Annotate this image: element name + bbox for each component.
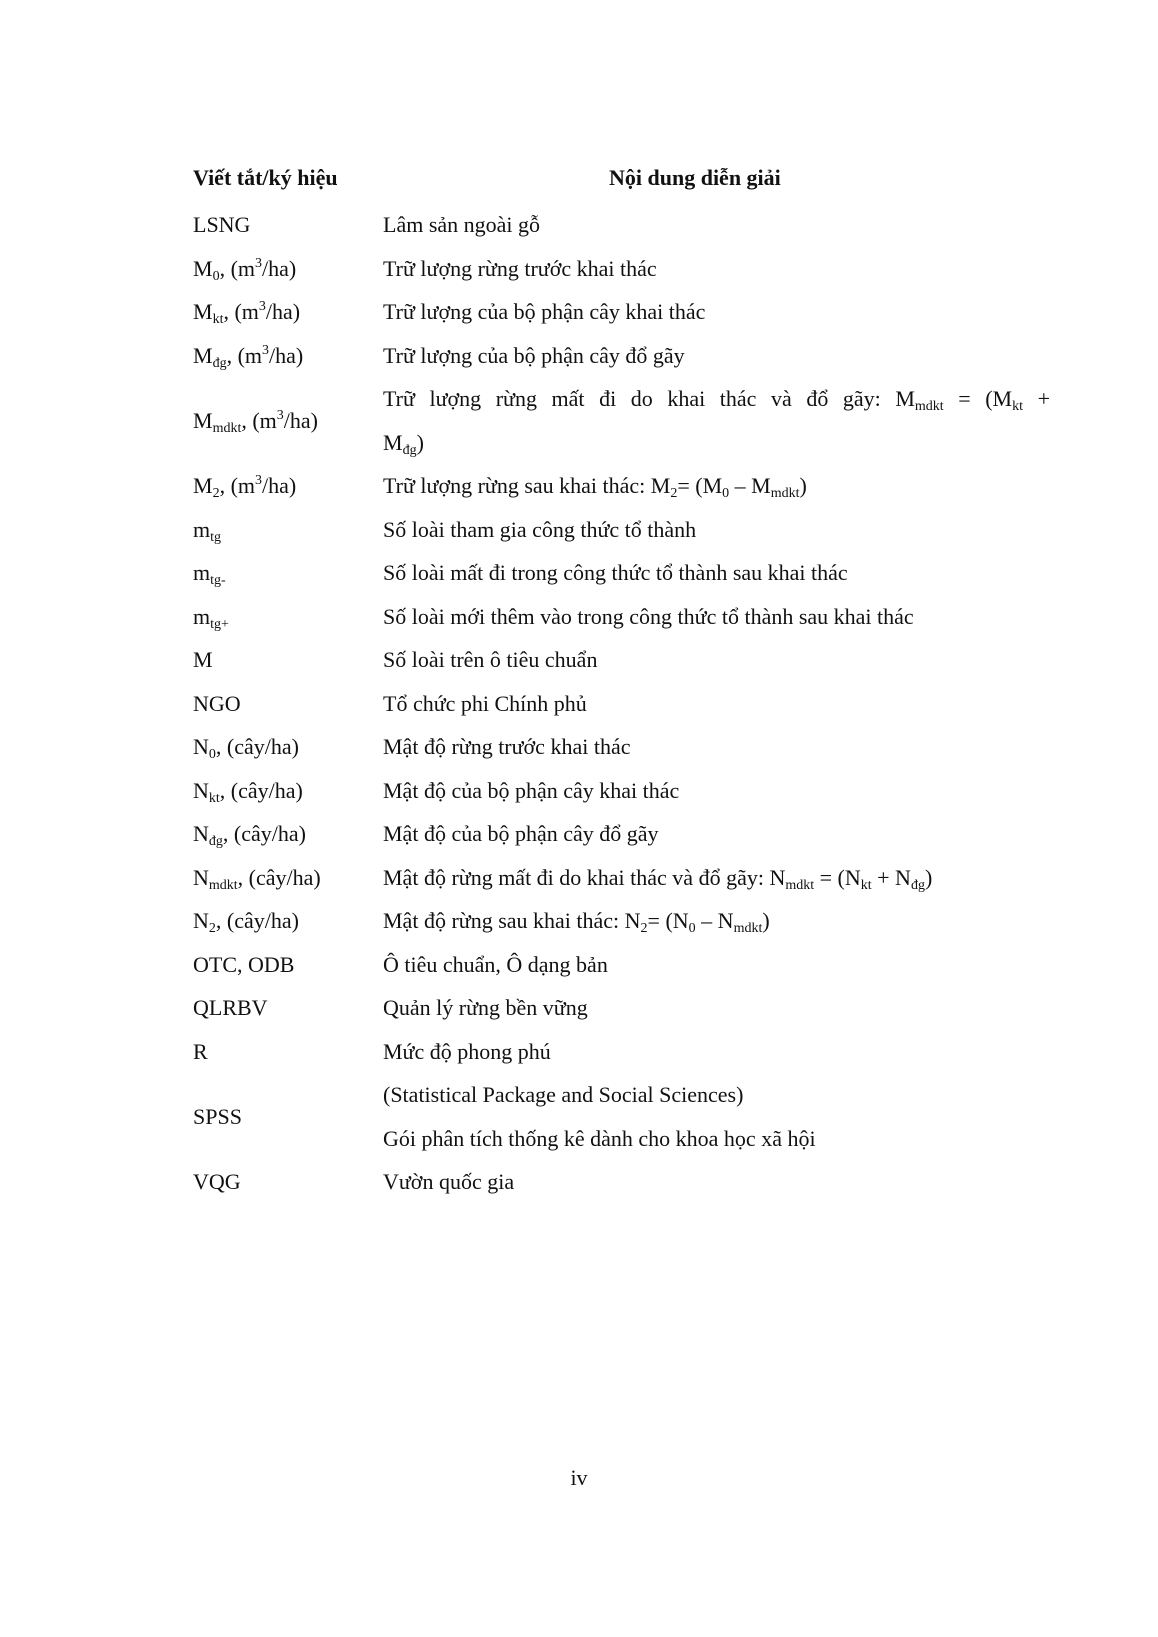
table-row bbox=[0, 1160, 1158, 1204]
row-description: Trữ lượng rừng trước khai thác bbox=[383, 255, 657, 281]
row-description: Mật độ rừng sau khai thác: $N_2= (N_0 - N_{mdkt})$ bbox=[383, 908, 770, 936]
row-description: Trữ lượng của bộ phận cây đổ gãy bbox=[383, 342, 685, 368]
row-abbreviation: OTC, ODB bbox=[193, 951, 295, 977]
row-description bbox=[383, 1073, 1050, 1160]
row-description: Trữ lượng của bộ phận cây khai thác bbox=[383, 299, 706, 324]
page-number: iv bbox=[570, 1465, 588, 1490]
table-row bbox=[0, 203, 1158, 247]
row-abbreviation: $M_0$, $(m^3/ha)$ bbox=[193, 255, 297, 284]
row-abbreviation: $M_{mdkt}$, $(m^3/ha)$ bbox=[193, 408, 318, 436]
description-line: Gói phân tích thống kê dành cho khoa học xã hội bbox=[383, 1125, 816, 1151]
table-row bbox=[0, 725, 1158, 769]
row-abbreviation: M bbox=[193, 647, 213, 672]
table-row bbox=[0, 595, 1158, 639]
row-abbreviation: $m_{tg}$ bbox=[193, 516, 222, 545]
row-abbreviation: $N_2$, (cây/ha) bbox=[193, 908, 299, 936]
table-row bbox=[0, 769, 1158, 813]
table-row bbox=[0, 812, 1158, 856]
row-description bbox=[383, 377, 1050, 464]
row-abbreviation: $N_{kt}$, (cây/ha) bbox=[193, 777, 303, 806]
row-description: Trữ lượng rừng sau khai thác: $M_2= (M_0 - M_{mdkt})$ bbox=[383, 473, 807, 501]
header-description: Nội dung diễn giải bbox=[609, 165, 781, 190]
row-abbreviation: $N_{đg}$, (cây/ha) bbox=[193, 821, 306, 849]
row-abbreviation: $N_{mdkt}$, (cây/ha) bbox=[193, 864, 321, 893]
row-abbreviation: QLRBV bbox=[193, 995, 268, 1020]
row-description: Mật độ của bộ phận cây khai thác bbox=[383, 777, 680, 803]
row-description: Số loài trên ô tiêu chuẩn bbox=[383, 647, 598, 672]
row-description: Số loài tham gia công thức tổ thành bbox=[383, 516, 697, 542]
table-row bbox=[0, 943, 1158, 987]
row-abbreviation: $M_{kt}$, $(m^3/ha)$ bbox=[193, 299, 301, 327]
row-abbreviation: R bbox=[193, 1038, 208, 1064]
row-abbreviation: SPSS bbox=[193, 1104, 242, 1129]
row-description: Mức độ phong phú bbox=[383, 1038, 551, 1064]
table-row bbox=[0, 290, 1158, 334]
row-description: Mật độ rừng trước khai thác bbox=[383, 734, 631, 759]
table-row bbox=[0, 551, 1158, 595]
description-line: (Statistical Package and Social Sciences) bbox=[383, 1082, 744, 1107]
row-abbreviation: VQG bbox=[193, 1169, 241, 1194]
table-header bbox=[0, 158, 1158, 198]
header-abbreviation: Viết tắt/ký hiệu bbox=[193, 165, 338, 190]
table-row bbox=[0, 986, 1158, 1030]
row-description: Số loài mất đi trong công thức tổ thành sau khai thác bbox=[383, 560, 848, 585]
table-row bbox=[0, 334, 1158, 378]
row-description: Vườn quốc gia bbox=[383, 1169, 515, 1194]
abbreviation-list bbox=[0, 203, 1158, 1204]
row-description: Tổ chức phi Chính phủ bbox=[383, 690, 587, 716]
row-abbreviation: LSNG bbox=[193, 212, 251, 237]
table-row bbox=[0, 1073, 1158, 1160]
table-row bbox=[0, 508, 1158, 552]
row-description: Mật độ rừng mất đi do khai thác và đổ gãy: $N_{mdkt} = (N_{kt} + N_{đg})$ bbox=[383, 864, 933, 893]
row-abbreviation: $m_{tg-}$ bbox=[193, 560, 226, 588]
row-abbreviation: $M_{đg}$, $(m^3/ha)$ bbox=[193, 342, 304, 371]
table-row bbox=[0, 899, 1158, 943]
row-abbreviation: $N_0$, (cây/ha) bbox=[193, 734, 299, 762]
table-row bbox=[0, 682, 1158, 726]
table-row bbox=[0, 247, 1158, 291]
row-abbreviation: $m_{tg+}$ bbox=[193, 603, 229, 632]
row-description: Số loài mới thêm vào trong công thức tổ thành sau khai thác bbox=[383, 603, 914, 629]
table-row bbox=[0, 638, 1158, 682]
table-row bbox=[0, 377, 1158, 464]
row-description: Ô tiêu chuẩn, Ô dạng bản bbox=[383, 951, 608, 977]
description-line: $M_{đg}$) bbox=[383, 429, 424, 458]
row-description: Quản lý rừng bền vững bbox=[383, 995, 588, 1020]
row-abbreviation: $M_2$, $(m^3/ha)$ bbox=[193, 473, 297, 501]
table-row bbox=[0, 1030, 1158, 1074]
table-row bbox=[0, 464, 1158, 508]
description-line: Trữ lượng rừng mất đi do khai thác và đổ gãy: $M_{mdkt} = (M_{kt}$ + bbox=[383, 386, 1050, 414]
table-row bbox=[0, 856, 1158, 900]
row-abbreviation: NGO bbox=[193, 690, 241, 716]
row-description: Lâm sản ngoài gỗ bbox=[383, 212, 541, 237]
row-description: Mật độ của bộ phận cây đổ gãy bbox=[383, 821, 659, 846]
